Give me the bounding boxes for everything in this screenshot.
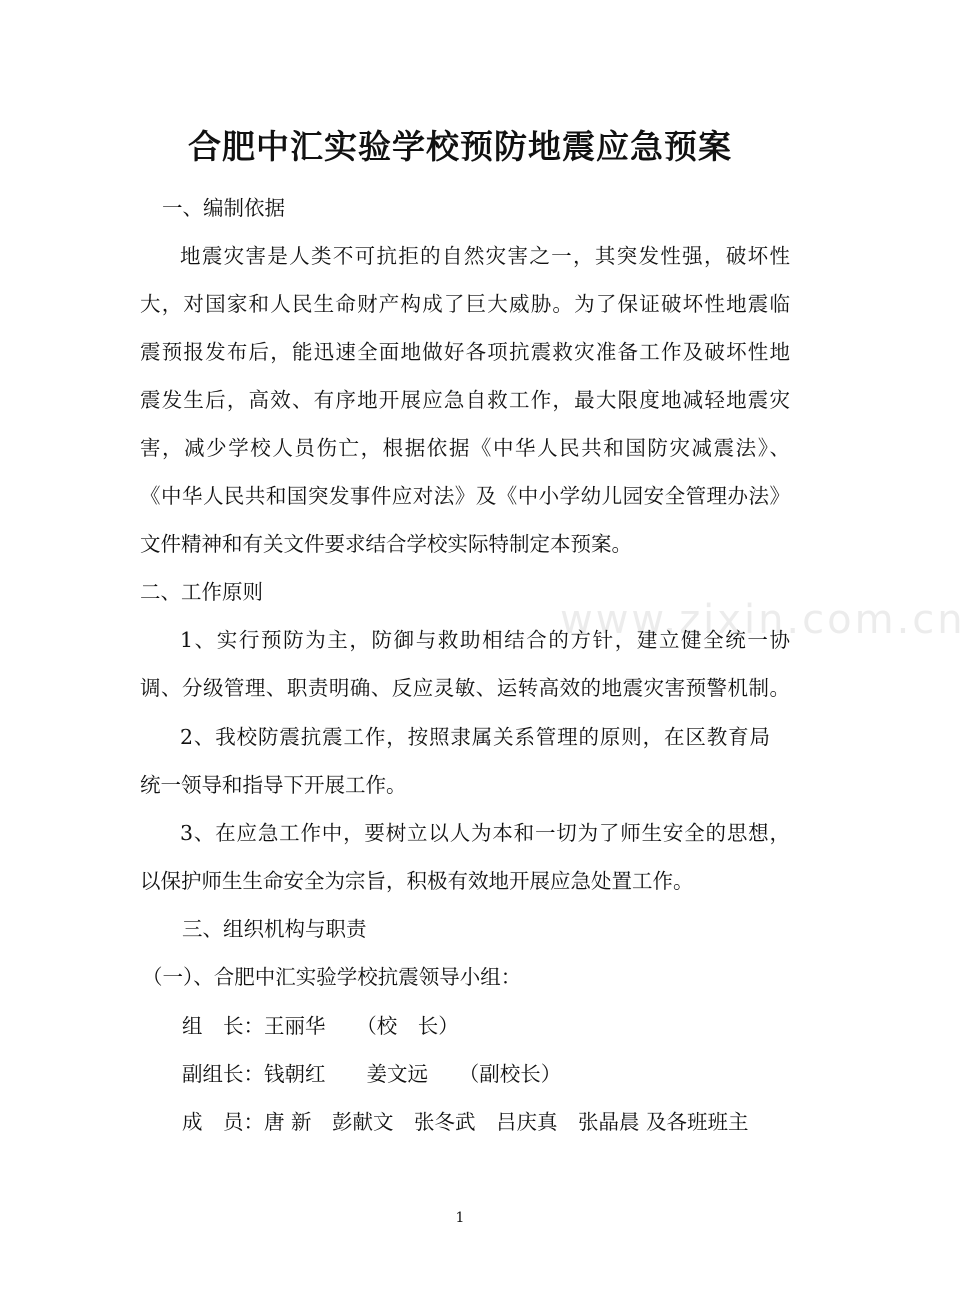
deputy-leader-line: 副组长：钱朝红 姜文远 （副校长） (182, 1062, 562, 1086)
paragraph-line: 《中华人民共和国突发事件应对法》及《中小学幼儿园安全管理办法》 (140, 484, 790, 508)
paragraph-line: 2、我校防震抗震工作，按照隶属关系管理的原则，在区教育局 (180, 725, 770, 749)
paragraph-line: 以保护师生生命安全为宗旨，积极有效地开展应急处置工作。 (140, 869, 694, 893)
watermark: www.zixin.com.cn (560, 597, 966, 643)
paragraph-line: 震预报发布后，能迅速全面地做好各项抗震救灾准备工作及破坏性地 (140, 340, 790, 364)
group-leader-line: 组 长：王丽华 （校 长） (182, 1014, 459, 1038)
paragraph-line: 1、实行预防为主，防御与救助相结合的方针，建立健全统一协 (180, 628, 790, 652)
paragraph-line: 3、在应急工作中，要树立以人为本和一切为了师生安全的思想， (180, 821, 790, 845)
page-number: 1 (455, 1210, 465, 1226)
paragraph-line: 害，减少学校人员伤亡，根据依据《中华人民共和国防灾减震法》、 (140, 436, 790, 460)
subsection-heading: （一）、合肥中汇实验学校抗震领导小组： (142, 965, 522, 989)
paragraph-line: 调、分级管理、职责明确、反应灵敏、运转高效的地震灾害预警机制。 (140, 676, 790, 700)
paragraph-line: 统一领导和指导下开展工作。 (140, 773, 407, 797)
paragraph-line: 大，对国家和人民生命财产构成了巨大威胁。为了保证破坏性地震临 (140, 292, 790, 316)
paragraph-line: 文件精神和有关文件要求结合学校实际特制定本预案。 (140, 532, 632, 556)
section-heading-2: 二、工作原则 (140, 580, 263, 604)
section-heading-1: 一、编制依据 (162, 196, 285, 220)
document-title: 合肥中汇实验学校预防地震应急预案 (188, 127, 732, 166)
paragraph-line: 地震灾害是人类不可抗拒的自然灾害之一，其突发性强，破坏性 (180, 244, 790, 268)
paragraph-line: 震发生后，高效、有序地开展应急自救工作，最大限度地减轻地震灾 (140, 388, 790, 412)
members-line: 成 员：唐 新 彭献文 张冬武 吕庆真 张晶晨 及各班班主 (182, 1110, 749, 1134)
section-heading-3: 三、组织机构与职责 (182, 917, 367, 941)
